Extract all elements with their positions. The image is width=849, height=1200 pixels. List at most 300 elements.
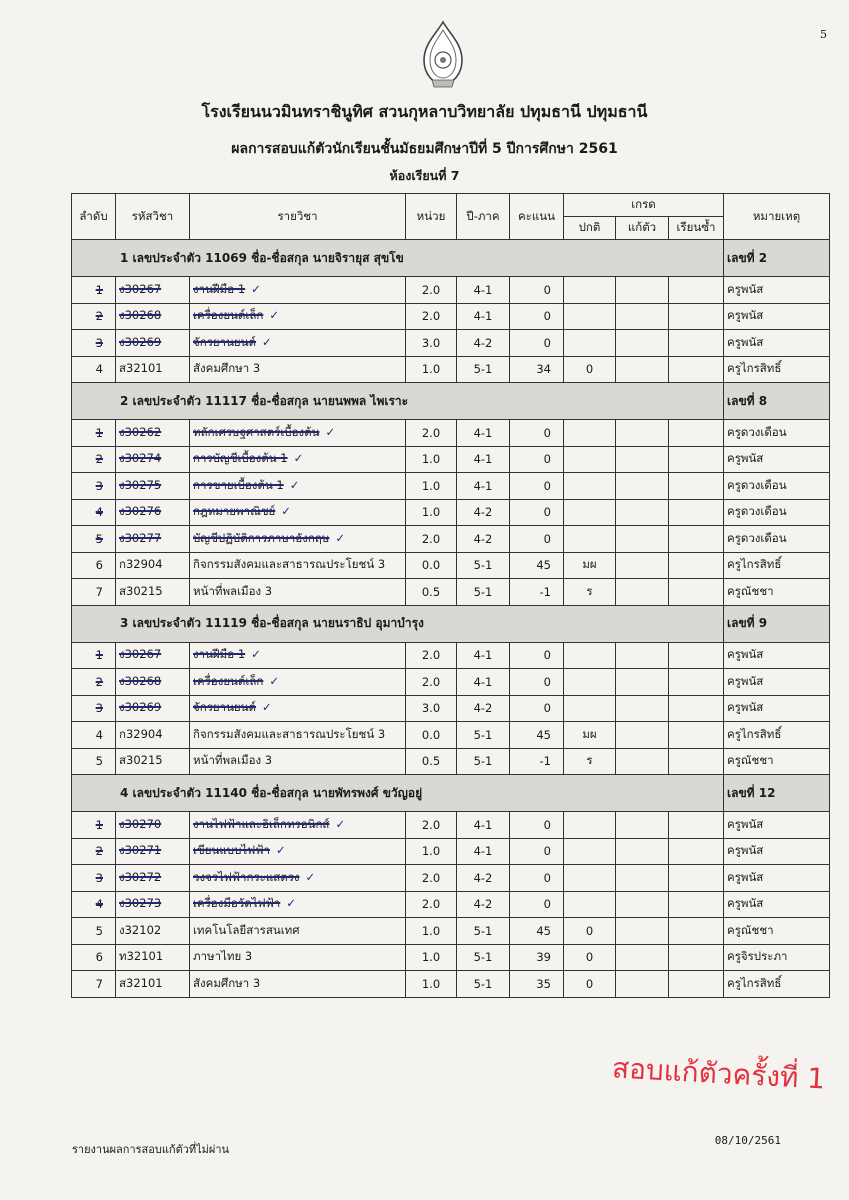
row-term: 4-1 [457,303,510,330]
row-grade-normal [564,277,616,304]
col-no: ลำดับ [72,194,116,240]
row-score: 45 [510,552,564,579]
row-grade-repeat [669,420,724,447]
row-subject: สังคมศึกษา 3 [193,975,261,990]
row-term: 4-2 [457,499,510,526]
row-no: 2 [72,669,116,696]
row-code: ง30269 [116,695,190,722]
table-row [72,473,830,500]
row-grade-repeat [669,303,724,330]
row-no: 3 [72,330,116,357]
row-term: 5-1 [457,944,510,971]
row-subject-cell [190,748,406,775]
table-row [72,446,830,473]
row-subject-cell [190,356,406,383]
row-grade-retest [616,669,669,696]
row-unit: 2.0 [406,891,457,918]
row-grade-retest [616,944,669,971]
row-unit: 3.0 [406,695,457,722]
row-term: 4-2 [457,330,510,357]
row-grade-repeat [669,499,724,526]
row-remark: ครูพนัส [724,277,830,304]
row-remark: ครูพนัส [724,642,830,669]
row-remark: ครูพนัส [724,446,830,473]
row-subject-cell [190,330,406,357]
row-term: 4-2 [457,526,510,553]
row-remark: ครูณัชชา [724,748,830,775]
row-subject: เขียนแบบไฟฟ้า [193,843,270,858]
row-remark: ครูไกรสิทธิ์ [724,722,830,749]
row-grade-retest [616,971,669,998]
row-remark: ครูพนัส [724,330,830,357]
row-remark: ครูพนัส [724,669,830,696]
table-row [72,891,830,918]
student-seat: เลขที่ 9 [724,605,830,642]
row-score: 0 [510,812,564,839]
row-no: 7 [72,579,116,606]
row-grade-normal [564,499,616,526]
row-code: ง30277 [116,526,190,553]
row-score: 34 [510,356,564,383]
row-term: 4-2 [457,891,510,918]
row-remark: ครูพนัส [724,812,830,839]
row-grade-normal [564,891,616,918]
row-grade-normal [564,812,616,839]
row-code: ง30262 [116,420,190,447]
row-remark: ครูณัชชา [724,579,830,606]
row-remark: ครูพนัส [724,303,830,330]
row-grade-repeat [669,552,724,579]
student-header-row [72,240,830,277]
row-score: 0 [510,499,564,526]
table-row [72,277,830,304]
row-code: ส32101 [116,971,190,998]
report-title: ผลการสอบแก้ตัวนักเรียนชั้นมัธยมศึกษาปีที่ 5 ปีการศึกษา 2561 [231,141,618,157]
row-subject-cell [190,695,406,722]
row-grade-retest [616,526,669,553]
row-subject: เครื่องยนต์เล็ก [193,308,264,323]
row-subject-cell [190,891,406,918]
row-unit: 1.0 [406,356,457,383]
row-no: 4 [72,356,116,383]
row-code: ง30276 [116,499,190,526]
row-remark: ครูดวงเดือน [724,473,830,500]
row-subject: สังคมศึกษา 3 [193,361,261,376]
row-subject-cell [190,944,406,971]
row-term: 4-1 [457,277,510,304]
row-unit: 2.0 [406,669,457,696]
table-row [72,695,830,722]
retest-stamp: สอบแก้ตัวครั้งที่ 1 [611,1051,826,1096]
row-score: 0 [510,838,564,865]
row-subject: หลักเศรษฐศาสตร์เบื้องต้น [193,424,320,439]
row-code: ง30267 [116,642,190,669]
row-grade-repeat [669,891,724,918]
row-grade-retest [616,891,669,918]
col-remark: หมายเหตุ [724,194,830,240]
row-remark: ครูพนัส [724,891,830,918]
check-mark-icon: ✓ [251,281,261,296]
row-subject: กิจกรรมสังคมและสาธารณประโยชน์ 3 [193,557,386,572]
col-code: รหัสวิชา [116,194,190,240]
row-grade-normal [564,642,616,669]
row-subject: กิจกรรมสังคมและสาธารณประโยชน์ 3 [193,726,386,741]
row-grade-normal: ร [564,579,616,606]
row-code: ง30268 [116,669,190,696]
row-grade-retest [616,748,669,775]
row-score: 0 [510,420,564,447]
row-grade-normal [564,473,616,500]
student-info: 1 เลขประจำตัว 11069 ชื่อ-ชื่อสกุล นายจิรายุส สุขโข [72,240,724,277]
row-no: 1 [72,277,116,304]
row-unit: 2.0 [406,865,457,892]
row-code: ง30273 [116,891,190,918]
row-subject-cell [190,971,406,998]
row-grade-retest [616,918,669,945]
student-info: 3 เลขประจำตัว 11119 ชื่อ-ชื่อสกุล นายนราธิป อุมาบำรุง [72,605,724,642]
row-no: 4 [72,499,116,526]
row-remark: ครูไกรสิทธิ์ [724,971,830,998]
row-remark: ครูดวงเดือน [724,499,830,526]
row-grade-retest [616,303,669,330]
row-score: 0 [510,669,564,696]
row-grade-retest [616,499,669,526]
row-grade-repeat [669,579,724,606]
row-grade-normal [564,695,616,722]
row-code: ก32904 [116,552,190,579]
row-subject-cell [190,446,406,473]
row-subject: เครื่องยนต์เล็ก [193,673,264,688]
table-row [72,748,830,775]
row-code: ง30267 [116,277,190,304]
row-subject-cell [190,579,406,606]
row-no: 2 [72,446,116,473]
row-score: 0 [510,695,564,722]
table-row [72,918,830,945]
row-subject: หน้าที่พลเมือง 3 [193,753,273,768]
check-mark-icon: ✓ [262,700,272,715]
check-mark-icon: ✓ [269,673,279,688]
row-no: 1 [72,642,116,669]
row-remark: ครูพนัส [724,865,830,892]
row-subject-cell [190,669,406,696]
row-score: 0 [510,891,564,918]
table-row [72,303,830,330]
row-score: -1 [510,579,564,606]
row-no: 5 [72,748,116,775]
row-grade-normal [564,865,616,892]
row-term: 4-1 [457,420,510,447]
row-term: 4-1 [457,669,510,696]
row-no: 5 [72,526,116,553]
student-seat: เลขที่ 12 [724,775,830,812]
row-grade-repeat [669,669,724,696]
row-grade-normal [564,838,616,865]
row-grade-repeat [669,722,724,749]
table-row [72,330,830,357]
row-no: 3 [72,865,116,892]
student-header-row [72,383,830,420]
row-grade-retest [616,420,669,447]
row-unit: 0.0 [406,552,457,579]
student-header-row [72,605,830,642]
row-grade-normal [564,420,616,447]
results-table [71,193,830,998]
student-seat: เลขที่ 2 [724,240,830,277]
table-row [72,944,830,971]
row-term: 4-2 [457,865,510,892]
row-subject: งานฝีมือ 1 [193,647,246,662]
row-subject: ภาษาไทย 3 [193,949,253,964]
row-grade-retest [616,642,669,669]
row-grade-retest [616,695,669,722]
row-unit: 1.0 [406,971,457,998]
table-row [72,552,830,579]
footer-label: รายงานผลการสอบแก้ตัวที่ไม่ผ่าน [72,1143,230,1156]
row-remark: ครูพนัส [724,838,830,865]
row-no: 6 [72,552,116,579]
student-info: 4 เลขประจำตัว 11140 ชื่อ-ชื่อสกุล นายพัทรพงศ์ ขวัญอยู่ [72,775,724,812]
row-unit: 1.0 [406,473,457,500]
row-subject: กฎหมายพาณิชย์ [193,504,276,519]
check-mark-icon: ✓ [335,530,346,545]
row-grade-retest [616,579,669,606]
row-unit: 1.0 [406,944,457,971]
table-row [72,420,830,447]
row-remark: ครูพนัส [724,695,830,722]
row-unit: 1.0 [406,838,457,865]
row-score: 39 [510,944,564,971]
col-score: คะแนน [510,194,564,240]
row-score: 0 [510,526,564,553]
table-body [72,240,830,998]
row-grade-repeat [669,918,724,945]
row-code: ส32101 [116,356,190,383]
table-row [72,356,830,383]
table-row [72,669,830,696]
row-code: ง30274 [116,446,190,473]
table-row [72,499,830,526]
col-normal: ปกติ [564,217,616,240]
row-grade-normal [564,526,616,553]
check-mark-icon: ✓ [281,504,291,519]
col-repeat: เรียนซ้ำ [669,217,724,240]
row-score: 45 [510,918,564,945]
row-grade-retest [616,330,669,357]
row-subject: งานฝีมือ 1 [193,281,246,296]
row-subject-cell [190,812,406,839]
row-term: 5-1 [457,748,510,775]
row-subject: เทคโนโลยีสารสนเทศ [193,922,300,937]
row-score: 0 [510,473,564,500]
check-mark-icon: ✓ [262,334,272,349]
row-subject-cell [190,473,406,500]
row-no: 3 [72,695,116,722]
row-unit: 2.0 [406,812,457,839]
row-code: ง30272 [116,865,190,892]
row-grade-repeat [669,356,724,383]
row-code: ท32101 [116,944,190,971]
row-grade-normal: 0 [564,944,616,971]
row-subject-cell [190,642,406,669]
row-grade-normal: 0 [564,918,616,945]
row-grade-repeat [669,838,724,865]
check-mark-icon: ✓ [251,647,261,662]
student-header-row [72,775,830,812]
row-no: 2 [72,303,116,330]
table-row [72,526,830,553]
row-remark: ครูไกรสิทธิ์ [724,552,830,579]
row-score: 0 [510,303,564,330]
row-grade-repeat [669,330,724,357]
row-subject-cell [190,722,406,749]
row-unit: 0.5 [406,579,457,606]
row-term: 5-1 [457,356,510,383]
row-unit: 2.0 [406,642,457,669]
row-score: 45 [510,722,564,749]
row-subject: การขายเบื้องต้น 1 [193,477,284,492]
row-no: 6 [72,944,116,971]
row-term: 4-1 [457,812,510,839]
student-info: 2 เลขประจำตัว 11117 ชื่อ-ชื่อสกุล นายนพพล ไพเราะ [72,383,724,420]
row-code: ง30269 [116,330,190,357]
row-grade-retest [616,473,669,500]
row-score: 0 [510,446,564,473]
row-subject-cell [190,526,406,553]
row-grade-retest [616,812,669,839]
row-grade-repeat [669,277,724,304]
row-grade-repeat [669,971,724,998]
row-subject: จักรยานยนต์ [193,700,257,715]
table-row [72,865,830,892]
row-score: -1 [510,748,564,775]
row-no: 3 [72,473,116,500]
row-term: 4-1 [457,473,510,500]
row-grade-retest [616,277,669,304]
row-grade-repeat [669,473,724,500]
row-unit: 2.0 [406,420,457,447]
check-mark-icon: ✓ [289,477,300,492]
row-subject: การบัญชีเบื้องต้น 1 [193,451,288,466]
row-score: 0 [510,865,564,892]
row-score: 0 [510,642,564,669]
row-score: 0 [510,330,564,357]
check-mark-icon: ✓ [325,424,336,439]
page-number: 5 [820,28,827,41]
row-remark: ครูดวงเดือน [724,420,830,447]
footer-date: 08/10/2561 [714,1134,781,1147]
school-seal-icon [418,20,468,90]
table-row [72,722,830,749]
row-grade-normal: ร [564,748,616,775]
col-unit: หน่วย [406,194,457,240]
row-grade-repeat [669,695,724,722]
row-grade-repeat [669,812,724,839]
col-grade: เกรด [564,194,724,217]
row-code: ส30215 [116,579,190,606]
row-code: ง30268 [116,303,190,330]
col-term: ปี-ภาค [457,194,510,240]
row-no: 1 [72,420,116,447]
row-grade-normal [564,303,616,330]
row-term: 5-1 [457,579,510,606]
check-mark-icon: ✓ [286,896,296,911]
row-grade-repeat [669,865,724,892]
row-grade-normal: 0 [564,971,616,998]
row-unit: 0.0 [406,722,457,749]
row-code: ส30215 [116,748,190,775]
row-grade-normal: มผ [564,722,616,749]
row-unit: 2.0 [406,526,457,553]
row-subject: หน้าที่พลเมือง 3 [193,583,273,598]
student-seat: เลขที่ 8 [724,383,830,420]
row-score: 35 [510,971,564,998]
row-subject: วงจรไฟฟ้ากระแสตรง [193,869,300,884]
row-unit: 1.0 [406,446,457,473]
check-mark-icon: ✓ [275,843,286,858]
row-grade-retest [616,552,669,579]
row-remark: ครูดวงเดือน [724,526,830,553]
row-grade-retest [616,446,669,473]
row-grade-retest [616,356,669,383]
row-no: 7 [72,971,116,998]
row-grade-repeat [669,526,724,553]
table-row [72,971,830,998]
check-mark-icon: ✓ [335,816,346,831]
check-mark-icon: ✓ [293,451,304,466]
row-unit: 1.0 [406,499,457,526]
row-subject-cell [190,420,406,447]
row-code: ง32102 [116,918,190,945]
col-subject: รายวิชา [190,194,406,240]
row-unit: 1.0 [406,918,457,945]
row-term: 5-1 [457,552,510,579]
row-no: 2 [72,838,116,865]
row-grade-normal [564,446,616,473]
row-code: ก32904 [116,722,190,749]
row-subject-cell [190,277,406,304]
row-code: ง30271 [116,838,190,865]
row-term: 5-1 [457,722,510,749]
row-subject-cell [190,552,406,579]
row-grade-retest [616,722,669,749]
row-term: 4-1 [457,642,510,669]
row-grade-repeat [669,944,724,971]
row-subject: บัญชีปฏิบัติการภาษาอังกฤษ [193,530,330,545]
row-remark: ครูณัชชา [724,918,830,945]
row-remark: ครูจิรประภา [724,944,830,971]
row-remark: ครูไกรสิทธิ์ [724,356,830,383]
row-grade-repeat [669,748,724,775]
row-term: 4-2 [457,695,510,722]
row-grade-repeat [669,642,724,669]
row-grade-repeat [669,446,724,473]
row-subject: เครื่องมือวัดไฟฟ้า [193,896,281,911]
row-subject-cell [190,499,406,526]
row-unit: 2.0 [406,303,457,330]
row-grade-normal: 0 [564,356,616,383]
school-name: โรงเรียนนวมินทราชินูทิศ สวนกุหลาบวิทยาลัย ปทุมธานี ปทุมธานี [201,102,648,121]
table-header [72,194,830,240]
table-row [72,579,830,606]
row-subject-cell [190,303,406,330]
row-code: ง30270 [116,812,190,839]
row-term: 4-1 [457,838,510,865]
room-label: ห้องเรียนที่ 7 [389,168,460,183]
row-unit: 2.0 [406,277,457,304]
row-subject-cell [190,918,406,945]
row-no: 4 [72,891,116,918]
